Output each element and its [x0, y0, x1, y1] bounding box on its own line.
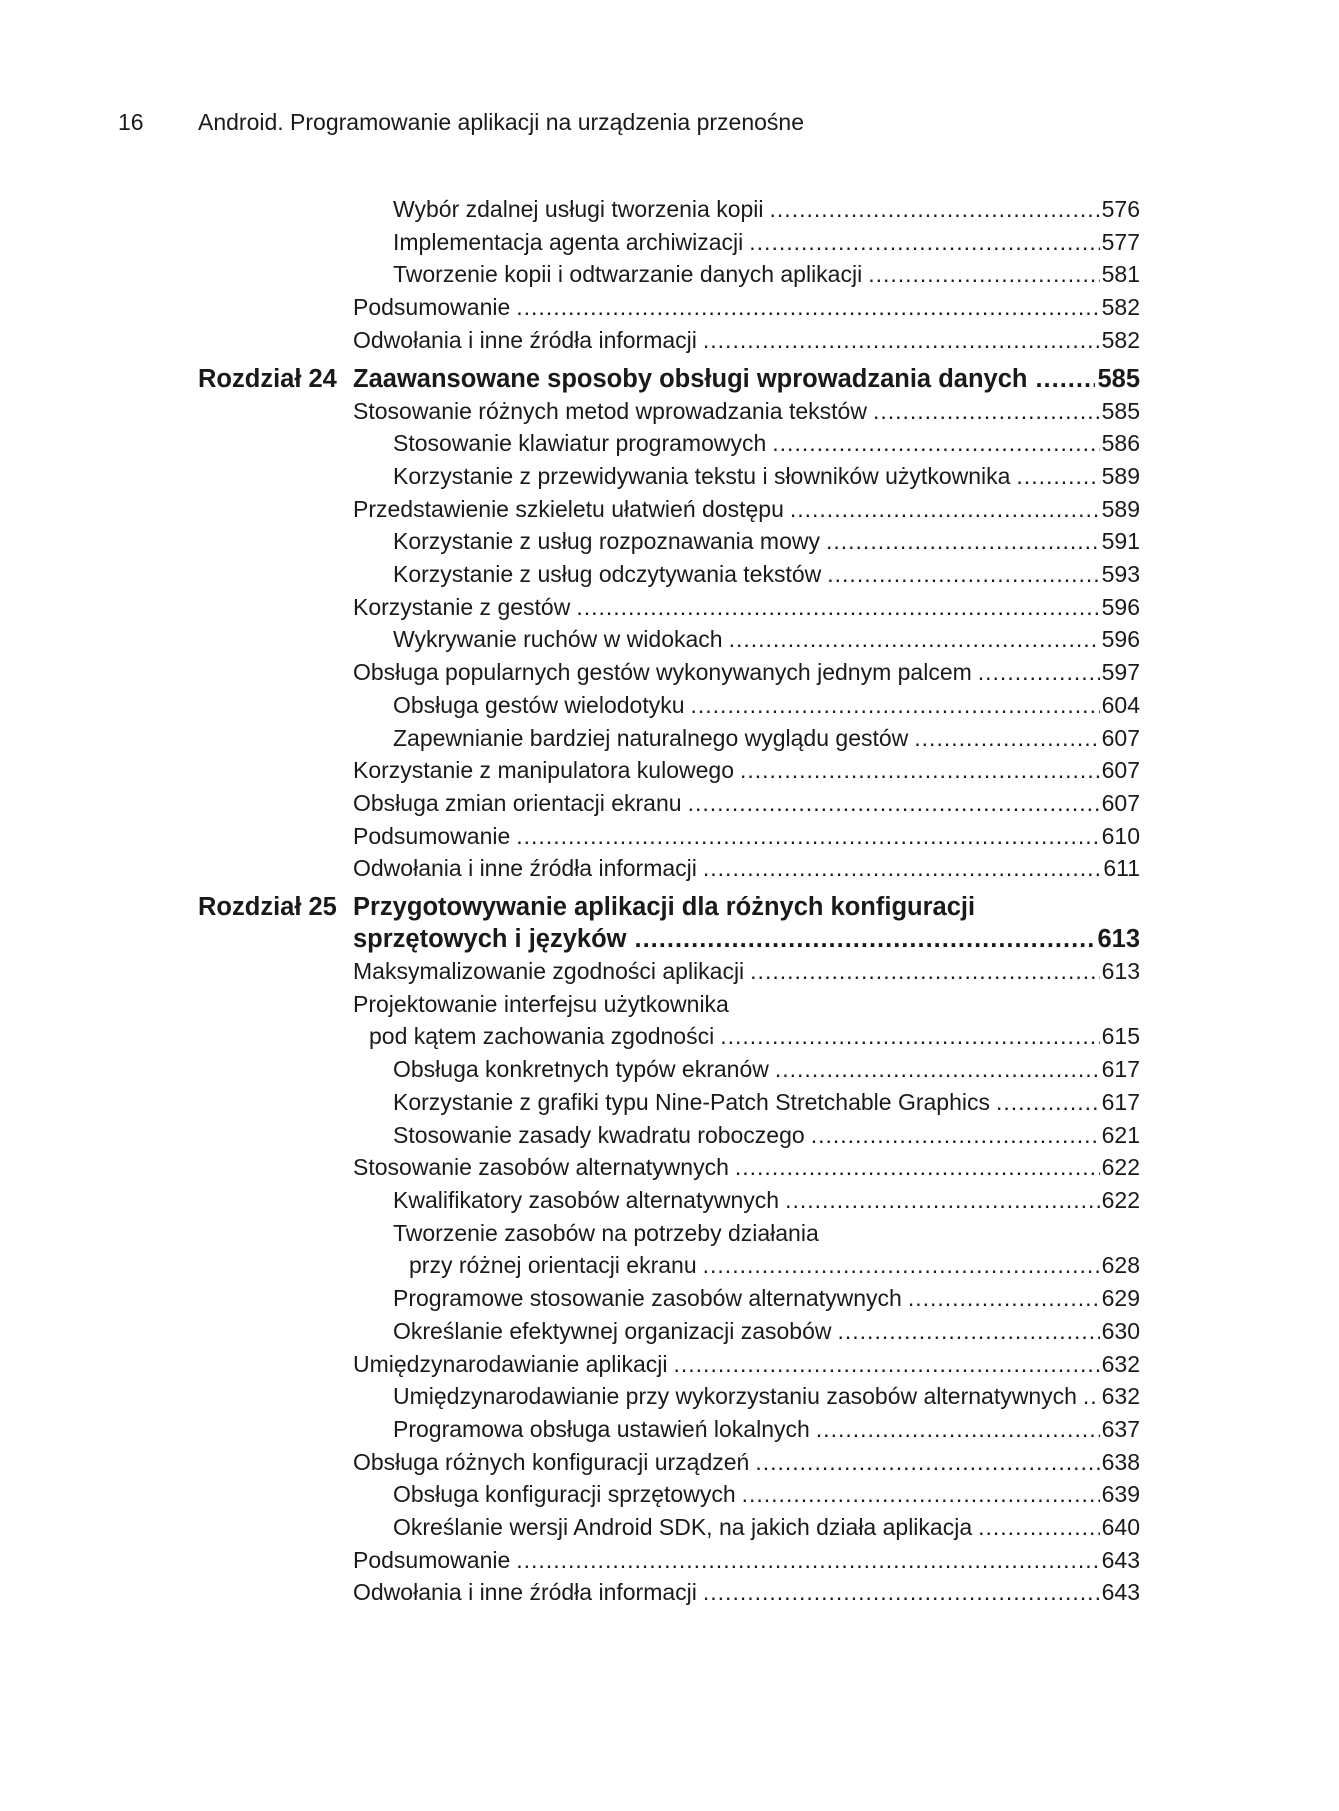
entry-title: Stosowanie zasady kwadratu roboczego — [393, 1121, 805, 1148]
entry-title: Stosowanie różnych metod wprowadzania tekstów — [353, 397, 867, 424]
toc-entry — [0, 1413, 1339, 1446]
entry-page: 640 — [1101, 1514, 1140, 1541]
chapter-title-line1: Przygotowywanie aplikacji dla różnych konfiguracji — [353, 893, 976, 922]
toc-entry — [0, 558, 1339, 591]
toc-entry — [0, 1119, 1339, 1152]
entry-title: Obsługa gestów wielodotyku — [393, 691, 685, 718]
toc-entry — [0, 193, 1339, 226]
entry-page: 585 — [1101, 397, 1140, 424]
toc-entry — [0, 689, 1339, 722]
toc-entry — [0, 820, 1339, 853]
toc-entry — [0, 493, 1339, 526]
toc-entry — [0, 722, 1339, 755]
entry-title: Korzystanie z grafiki typu Nine-Patch Stretchable Graphics — [393, 1088, 990, 1115]
toc-entry — [0, 1576, 1339, 1609]
entry-page: 613 — [1101, 958, 1140, 985]
toc-entry — [0, 1315, 1339, 1348]
toc-entry — [0, 460, 1339, 493]
dot-leader — [1035, 363, 1095, 395]
toc-entry — [0, 591, 1339, 624]
entry-page: 589 — [1101, 462, 1140, 489]
entry-page: 604 — [1101, 691, 1140, 718]
entry-page: 576 — [1101, 196, 1140, 222]
entry-page: 577 — [1101, 228, 1140, 255]
entry-page: 622 — [1101, 1186, 1140, 1213]
dot-leader — [868, 258, 1099, 291]
chapter-label: Rozdział 25 — [198, 893, 337, 922]
chapter-page: 613 — [1097, 925, 1140, 954]
toc-entry — [0, 1511, 1339, 1544]
entry-page: 589 — [1101, 495, 1140, 522]
chapter-heading — [0, 891, 1339, 955]
entry-title: Maksymalizowanie zgodności aplikacji — [353, 958, 745, 985]
toc-entry — [0, 623, 1339, 656]
toc-entry — [0, 852, 1339, 885]
dot-leader — [996, 1086, 1100, 1119]
dot-leader — [516, 820, 1099, 853]
entry-title: Kwalifikatory zasobów alternatywnych — [393, 1186, 780, 1213]
entry-title: pod kątem zachowania zgodności — [369, 1023, 715, 1050]
toc-entry — [0, 324, 1339, 357]
dot-leader — [703, 852, 1101, 885]
entry-title: Odwołania i inne źródła informacji — [353, 1579, 697, 1606]
dot-leader — [1083, 1380, 1100, 1413]
entry-title: Zapewnianie bardziej naturalnego wyglądu gestów — [393, 724, 909, 751]
dot-leader — [826, 525, 1100, 558]
entry-title: Korzystanie z gestów — [353, 593, 571, 620]
dot-leader — [772, 427, 1099, 460]
toc-entry — [0, 955, 1339, 988]
dot-leader — [688, 787, 1100, 820]
dot-leader — [576, 591, 1099, 624]
dot-leader — [873, 395, 1100, 428]
entry-page: 607 — [1101, 789, 1140, 816]
dot-leader — [740, 754, 1100, 787]
entry-page: 628 — [1101, 1252, 1140, 1279]
entry-page: 622 — [1101, 1154, 1140, 1181]
entry-page: 632 — [1101, 1350, 1140, 1377]
dot-leader — [720, 1020, 1099, 1053]
entry-page: 597 — [1101, 659, 1140, 686]
dot-leader — [978, 656, 1100, 689]
dot-leader — [703, 1576, 1100, 1609]
entry-title: Umiędzynarodawianie przy wykorzystaniu zasobów alternatywnych — [393, 1383, 1077, 1410]
dot-leader — [790, 493, 1100, 526]
entry-page: 596 — [1101, 593, 1140, 620]
dot-leader — [775, 1053, 1100, 1086]
toc-entry — [0, 427, 1339, 460]
dot-leader — [838, 1315, 1100, 1348]
entry-page: 610 — [1101, 822, 1140, 849]
entry-page: 629 — [1101, 1285, 1140, 1312]
toc-entry — [0, 988, 1339, 1053]
entry-title: Określanie efektywnej organizacji zasobów — [393, 1317, 832, 1344]
toc-entry — [0, 258, 1339, 291]
toc-entry — [0, 395, 1339, 428]
dot-leader — [674, 1348, 1100, 1381]
entry-title: Obsługa popularnych gestów wykonywanych jednym palcem — [353, 659, 972, 686]
entry-title: Podsumowanie — [353, 822, 511, 849]
dot-leader — [827, 558, 1099, 591]
dot-leader — [635, 923, 1096, 955]
book-title: Android. Programowanie aplikacji na urządzenia przenośne — [198, 109, 805, 135]
toc-entry — [0, 1348, 1339, 1381]
entry-title: Wykrywanie ruchów w widokach — [393, 626, 723, 653]
dot-leader — [749, 226, 1099, 259]
entry-title: Programowe stosowanie zasobów alternatywnych — [393, 1285, 902, 1312]
toc-entry — [0, 656, 1339, 689]
toc-entry — [0, 1053, 1339, 1086]
toc-entry — [0, 754, 1339, 787]
dot-leader — [516, 1544, 1099, 1577]
entry-title: Implementacja agenta archiwizacji — [393, 228, 744, 255]
dot-leader — [816, 1413, 1100, 1446]
entry-page: 621 — [1101, 1121, 1140, 1148]
table-of-contents — [0, 193, 1339, 1609]
dot-leader — [735, 1151, 1100, 1184]
entry-title: Korzystanie z usług rozpoznawania mowy — [393, 528, 820, 555]
entry-page: 643 — [1101, 1546, 1140, 1573]
entry-title: Odwołania i inne źródła informacji — [353, 326, 697, 353]
running-header — [118, 107, 804, 137]
entry-page: 638 — [1101, 1448, 1140, 1475]
toc-entry — [0, 1217, 1339, 1282]
dot-leader — [1016, 460, 1099, 493]
chapter-title: Zaawansowane sposoby obsługi wprowadzania danych — [353, 364, 1028, 393]
toc-entry — [0, 1282, 1339, 1315]
dot-leader — [742, 1478, 1100, 1511]
toc-entry — [0, 1478, 1339, 1511]
toc-entry — [0, 1086, 1339, 1119]
entry-title: Stosowanie zasobów alternatywnych — [353, 1154, 729, 1181]
dot-leader — [516, 291, 1099, 324]
entry-title: Podsumowanie — [353, 294, 511, 321]
entry-title: Korzystanie z przewidywania tekstu i słowników użytkownika — [393, 462, 1011, 489]
dot-leader — [770, 193, 1100, 226]
entry-title: przy różnej orientacji ekranu — [409, 1252, 697, 1279]
toc-entry — [0, 525, 1339, 558]
entry-page: 615 — [1101, 1023, 1140, 1050]
chapter-heading — [0, 363, 1339, 395]
entry-title: Określanie wersji Android SDK, na jakich działa aplikacja — [393, 1514, 973, 1541]
page-number: 16 — [118, 109, 144, 135]
entry-title-line1: Tworzenie zasobów na potrzeby działania — [393, 1219, 819, 1246]
entry-page: 643 — [1101, 1579, 1140, 1606]
entry-title: Programowa obsługa ustawień lokalnych — [393, 1415, 810, 1442]
entry-title: Odwołania i inne źródła informacji — [353, 855, 697, 882]
dot-leader — [755, 1446, 1099, 1479]
dot-leader — [750, 955, 1099, 988]
chapter-label: Rozdział 24 — [198, 364, 337, 393]
entry-page: 632 — [1101, 1383, 1140, 1410]
dot-leader — [703, 1249, 1100, 1282]
entry-title: Obsługa konkretnych typów ekranów — [393, 1056, 769, 1083]
toc-entry — [0, 1544, 1339, 1577]
entry-page: 637 — [1101, 1415, 1140, 1442]
toc-entry — [0, 787, 1339, 820]
entry-title: Wybór zdalnej usługi tworzenia kopii — [393, 196, 764, 222]
entry-page: 607 — [1101, 757, 1140, 784]
toc-entry — [0, 1151, 1339, 1184]
entry-title: Tworzenie kopii i odtwarzanie danych aplikacji — [393, 261, 863, 288]
toc-entry — [0, 1446, 1339, 1479]
dot-leader — [785, 1184, 1100, 1217]
entry-title: Stosowanie klawiatur programowych — [393, 430, 767, 457]
entry-title-line1: Projektowanie interfejsu użytkownika — [353, 990, 729, 1017]
entry-page: 617 — [1101, 1056, 1140, 1083]
entry-title: Korzystanie z usług odczytywania tekstów — [393, 561, 822, 588]
dot-leader — [978, 1511, 1100, 1544]
toc-entry — [0, 1380, 1339, 1413]
entry-page: 639 — [1101, 1481, 1140, 1508]
entry-page: 593 — [1101, 561, 1140, 588]
dot-leader — [811, 1119, 1100, 1152]
toc-entry — [0, 226, 1339, 259]
entry-page: 586 — [1101, 430, 1140, 457]
dot-leader — [908, 1282, 1100, 1315]
entry-page: 611 — [1103, 855, 1140, 882]
entry-page: 582 — [1101, 326, 1140, 353]
entry-page: 607 — [1101, 724, 1140, 751]
entry-title: Przedstawienie szkieletu ułatwień dostępu — [353, 495, 784, 522]
entry-title: Korzystanie z manipulatora kulowego — [353, 757, 734, 784]
entry-page: 630 — [1101, 1317, 1140, 1344]
entry-title: Obsługa różnych konfiguracji urządzeń — [353, 1448, 750, 1475]
entry-page: 617 — [1101, 1088, 1140, 1115]
entry-page: 596 — [1101, 626, 1140, 653]
entry-title: Podsumowanie — [353, 1546, 511, 1573]
dot-leader — [729, 623, 1100, 656]
entry-page: 582 — [1101, 294, 1140, 321]
toc-entry — [0, 291, 1339, 324]
entry-title: Obsługa zmian orientacji ekranu — [353, 789, 682, 816]
entry-title: Umiędzynarodawianie aplikacji — [353, 1350, 668, 1377]
dot-leader — [703, 324, 1100, 357]
entry-title: Obsługa konfiguracji sprzętowych — [393, 1481, 736, 1508]
chapter-page: 585 — [1097, 364, 1140, 393]
dot-leader — [914, 722, 1099, 755]
entry-page: 581 — [1101, 261, 1140, 288]
toc-entry — [0, 1184, 1339, 1217]
entry-page: 591 — [1101, 528, 1140, 555]
dot-leader — [691, 689, 1100, 722]
chapter-title: sprzętowych i języków — [353, 925, 627, 954]
